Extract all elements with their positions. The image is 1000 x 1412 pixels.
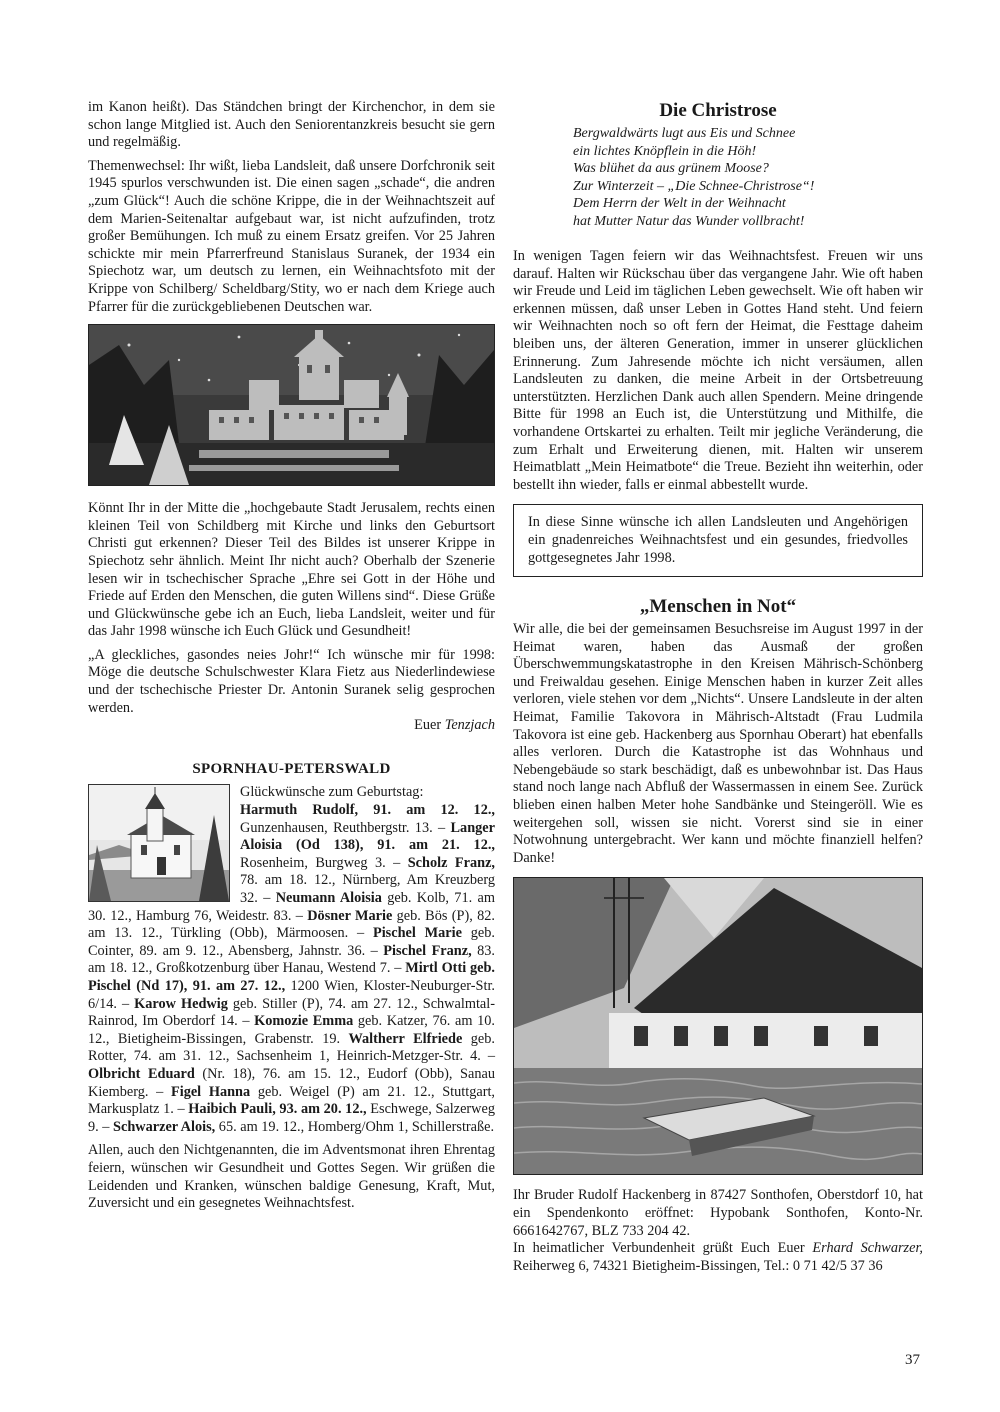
sign-name: Erhard Schwarzer, [812, 1240, 924, 1257]
section-title: SPORNHAU-PETERSWALD [192, 760, 391, 777]
birthday-name: Mirtl Otti geb. Pischel (Nd 17), 91. am 27. 12., [88, 960, 496, 994]
birthday-details: Rosenheim, Burgweg 3. – [240, 854, 408, 871]
need-title: „Menschen in Not“ [639, 596, 797, 618]
intro-paragraph: im Kanon heißt). Das Ständchen bringt der Kirchenchor, in dem sie schon lange Mitglied ist. Auch den Seniorentanzkreis besucht sie gern und regelmäßig. [88, 99, 495, 151]
birthday-details: geb. Bös (P), 82. am 13. 12., Türkling (Obb), Märmoosen. – [88, 907, 495, 942]
birthday-details: (Nr. 18), 76. am 15. 12., Eudorf (Obb), Sanau Kiemberg. – [88, 1065, 495, 1100]
birthday-details: geb. Kolb, 71. am 30. 12., Hamburg 76, Weidestr. 83. – [88, 890, 495, 924]
poem-line: Was blühet da aus grünem Moose? [573, 161, 769, 176]
closing-paragraph [88, 647, 495, 717]
birthday-details: 1200 Wien, Kloster-Neuburger-Str. 6/14. – [88, 977, 495, 1012]
birthday-name: Haibich Pauli, 93. am 20. 12., [188, 1101, 367, 1118]
final-paragraph: Allen, auch den Nichtgenannten, die im Adventsmonat ihren Ehrentag feiern, wünschen wir Gesundheit und Gottes Segen. Wir grüßen die Leidenden und Kranken, wünschen baldige Genesung, Kraft, Mut, Zuversicht und ein gesegnetes Weihnachtsfest. [88, 1142, 495, 1212]
birthday-name: Langer Aloisia (Od 138), 91. am 21. 12., [240, 819, 495, 854]
sign-address: Reiherweg 6, 74321 Bietigheim-Bissingen, Tel.: 0 71 42/5 37 36 [513, 1257, 883, 1274]
poem-line: Bergwaldwärts lugt aus Eis und Schnee [573, 126, 796, 141]
greeting-box [513, 504, 923, 577]
crib-scene-image [89, 325, 494, 485]
birthday-name: Neumann Aloisia [275, 890, 382, 906]
birthday-details: 78. am 18. 12., Nürnberg, Am Kreuzberg 32. – [240, 872, 495, 906]
church-image [89, 785, 229, 901]
birthday-details: geb. Stiller (P), 74. am 27. 12., Schwalmtal-Rainrod, Im Oberdorf 14. – [88, 995, 495, 1030]
christmas-paragraph: In wenigen Tagen feiern wir das Weihnachtsfest. Freuen wir uns darauf. Halten wir Rückschau über das vergangene Jahr. Wie oft haben wir Freude und Leid im täglichen Leben gewechselt. Wie oft haben wir erkennen müssen, daß unser Leben in Gottes Hand steht. Und feiern wir Weihnachten noch so oft fern der Heimat, die Festtage daheim bleiben uns, der älteren Generation, immer in unserer glücklichen Erinnerung. Zum Jahresende möchte ich nicht versäumen, allen Landsleuten zu danken, die meine Arbeit in der Ortsbetreuung unterstützten. Herzlichen Dank auch allen Spendern. Meine dringende Bitte für 1998 an Euch ist, die Unterstützung und Mithilfe, die vorhandene Ortskartei zu erhalten. Teilt mir jegliche Veränderung, die zum Erhalt und Erweiterung dienen, mit. Halten wir unserem Heimatblatt „Mein Heimatbote“ die Treue. Bezieht ihn weiterhin, oder bestellt ihn wieder, falls er einmal abbestellt wurde. [513, 248, 923, 493]
birthday-details: Gunzenhausen, Reuthbergstr. 13. – [240, 819, 451, 836]
poem-line: Zur Winterzeit – „Die Schnee-Christrose“! [573, 178, 815, 194]
right-column [513, 99, 923, 1281]
birthday-name: Harmuth Rudolf, 91. am 12. 12., [240, 802, 495, 819]
need-paragraph: Wir alle, die bei der gemeinsamen Besuchsreise im August 1997 in der Heimat waren, haben das Ausmaß der großen Überschwemmungskatastrophe in den Kreisen Mährisch-Schönberg und Freiwaldau gesehen. Einige Menschen haben in kurzer Zeit alles verloren, viele stehen vor dem „Nichts“. Unsere Landsleute in der alten Heimat, Familie Takovora in Mährisch-Altstadt (Frau Ludmila Takovora ist eine geb. Hackenberg aus Spornhau Oberart) hat ebenfalls alles verloren. Durch die Katastrophe ist das Wohnhaus und Nebengebäude so stark beschädigt, daß es unbewohnbar ist. Das Haus stand noch lange nach Abfluß der Wassermassen in einem See. Zurück blieben einen halben Meter hohe Sandbänke und Steingeröll. Wie es weitergehen soll, wissen sie nicht. Vorerst sind sie in einer Notwohnung untergebracht. Wer kann und möchte finanziell helfen? Danke! [513, 621, 923, 866]
birthday-intro: Glückwünsche zum Geburtstag: [240, 784, 424, 801]
birthday-details: 65. am 19. 12., Homberg/Ohm 1, Schillerstraße. [215, 1118, 495, 1135]
birthday-name: Pischel Franz, [383, 942, 472, 959]
birthday-name: Scholz Franz, [407, 854, 495, 871]
poem-title: Die Christrose [659, 100, 777, 121]
theme-change-paragraph: Themenwechsel: Ihr wißt, lieba Landsleit, daß unsere Dorfchronik seit 1945 spurlos verschwunden ist. Die einen sagen „schade“, die andren „zum Glück“! Auch die schöne Krippe, die in der Weihnachtszeit auf dem Marien-Seitenaltar aufgebaut war, ist nicht aufzufinden, trotz großer Bemühungen. Ich muß zu einem Ersatz greifen. Vor 25 Jahren schickte mir mein Pfarrerfreund Stanislaus Suranek, der 1934 ein Spiechotz war, um deutsch zu lernen, ein Weihnachtsfoto mit der Krippe von Schilberg/ Scheldbarg/Stity, wo er nach dem Kriege auch Pfarrer für die zurückgebliebenen Deutschen war. [88, 157, 495, 315]
page-number: 37 [905, 1352, 920, 1368]
birthday-name: Komozie Emma [254, 1013, 354, 1030]
birthday-name: Dösner Marie [307, 907, 393, 924]
signature-prefix: Euer [414, 717, 442, 734]
closing-text: „A gleckliches, gasondes neies Johr!“ Ich wünsche mir für 1998: Möge die deutsche Schulschwester Klara Fietz aus Niederlindewiese und der tschechische Priester Dr. Antonin Suranek selig gesprochen werden. [88, 646, 495, 716]
birthday-name: Schwarzer Alois, [113, 1118, 216, 1135]
birthday-details: geb. Cointer, 89. am 9. 12., Abensberg, Jahnstr. 36. – [88, 925, 495, 959]
bank-paragraph: Ihr Bruder Rudolf Hackenberg in 87427 Sonthofen, Oberstdorf 10, hat ein Spendenkonto eröffnet: Hypobank Sonthofen, Konto-Nr. 6661642767, BLZ 733 204 42. [513, 1187, 923, 1239]
birthday-name: Olbricht Eduard [88, 1065, 195, 1082]
crib-photo [88, 324, 495, 486]
sign-prefix: In heimatlicher Verbundenheit grüßt Euch Euer [513, 1240, 805, 1257]
birthday-name: Pischel Marie [372, 925, 462, 942]
birthday-details: geb. Katzer, 76. am 10. 12., Bietigheim-Bissingen, Grabenstr. 19. [88, 1013, 495, 1047]
birthday-details: geb. Rotter, 74. am 31. 12., Sachsenheim 1, Heinrich-Metzger-Str. 4. – [88, 1030, 495, 1065]
poem [513, 125, 923, 230]
birthday-name: Waltherr Elfriede [348, 1030, 463, 1047]
poem-line: ein lichtes Knöpflein in die Höh! [573, 143, 757, 159]
poem-line: hat Mutter Natur das Wunder vollbracht! [573, 213, 805, 229]
birthday-name: Figel Hanna [170, 1083, 251, 1100]
birthday-name: Karow Hedwig [134, 995, 228, 1012]
flood-image [514, 878, 922, 1174]
crib-caption-paragraph: Könnt Ihr in der Mitte die „hochgebaute Stadt Jerusalem, rechts einen kleinen Teil von Schildberg mit Kirche und links den Geburtsort Christi gut erkennen? Dieser Teil des Bildes ist unserer Krippe in Spiechotz sehr ähnlich. Meint Ihr nicht auch? Oberhalb der Szenerie lesen wir in tschechischer Sprache „Ehre sei Gott in der Höhe und Friede auf Erden den Menschen, die guten Willens sind“. Diese Grüße und Glückwünsche gebe ich an Euch, lieba Landsleit, weiter und für das Jahr 1998 wünsche ich Euch Glück und Gesundheit! [88, 500, 495, 640]
signature-line [88, 717, 495, 735]
signature-name: Tenzjach [444, 717, 495, 734]
birthday-details: 83. am 18. 12., Großkotzenburg über Hanau, Westend 7. – [88, 942, 495, 977]
church-photo [88, 784, 230, 902]
flood-photo [513, 877, 923, 1175]
birthday-details: geb. Weigel (P) am 21. 12., Stuttgart, Markusplatz 1. – [88, 1083, 496, 1118]
left-column [88, 99, 495, 1219]
poem-line: Dem Herrn der Welt in der Weihnacht [573, 196, 786, 211]
birthday-details: Eschwege, Salzerweg 9. – [88, 1101, 495, 1135]
greeting-box-text: In diese Sinne wünsche ich allen Landsleuten und Angehörigen ein gnadenreiches Weihnachtsfest und ein gesundes, friedvolles gottgesegnetes Jahr 1998. [528, 514, 908, 566]
sign-paragraph [513, 1240, 923, 1275]
